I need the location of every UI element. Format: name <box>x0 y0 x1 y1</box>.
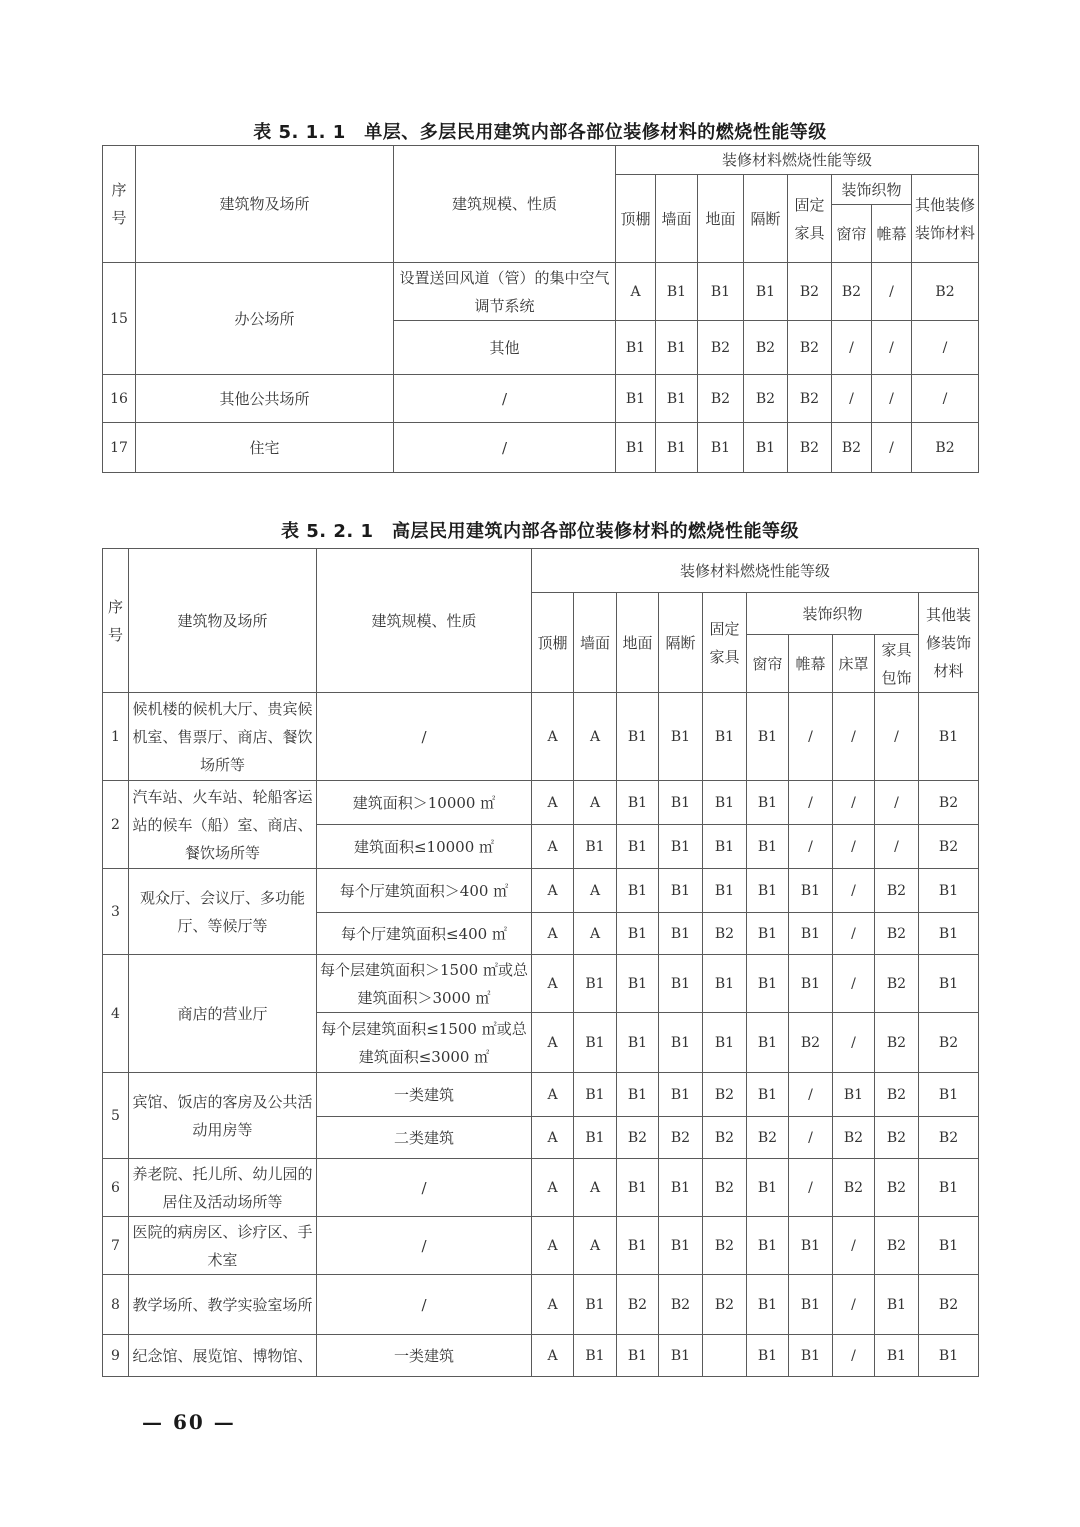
rating-cell: B2 <box>703 1159 747 1217</box>
rating-cell: B2 <box>875 1217 919 1275</box>
rating-cell: B1 <box>919 1335 979 1377</box>
rating-cell: A <box>532 693 574 781</box>
table-row <box>103 375 979 423</box>
row-scale: / <box>317 1275 532 1335</box>
rating-cell: / <box>872 321 912 375</box>
rating-cell: B1 <box>919 693 979 781</box>
rating-cell: B1 <box>656 375 698 423</box>
table-row <box>103 869 979 913</box>
rating-cell: B1 <box>789 869 833 913</box>
t1-header-wall: 墙面 <box>656 175 698 263</box>
rating-cell: B1 <box>574 1335 617 1377</box>
row-scale: / <box>317 693 532 781</box>
t1-header-group: 装修材料燃烧性能等级 <box>616 146 979 175</box>
rating-cell: / <box>912 321 979 375</box>
rating-cell: B1 <box>617 869 659 913</box>
t2-header-floor: 地面 <box>617 593 659 693</box>
rating-cell: / <box>875 781 919 825</box>
rating-cell: B1 <box>659 869 703 913</box>
row-scale: 建筑面积＞10000 ㎡ <box>317 781 532 825</box>
rating-cell: B2 <box>875 1013 919 1073</box>
rating-cell: B2 <box>912 263 979 321</box>
rating-cell: B2 <box>617 1275 659 1335</box>
rating-cell: A <box>574 781 617 825</box>
rating-cell: B2 <box>833 1117 875 1159</box>
rating-cell: / <box>833 869 875 913</box>
row-scale: / <box>317 1217 532 1275</box>
rating-cell: B1 <box>617 913 659 955</box>
t2-header-ceiling: 顶棚 <box>532 593 574 693</box>
table1 <box>102 145 979 473</box>
rating-cell: B1 <box>659 913 703 955</box>
rating-cell: B2 <box>788 375 832 423</box>
t2-header-upholstery: 家具包饰 <box>875 635 919 693</box>
rating-cell: B2 <box>875 1159 919 1217</box>
row-scale: 二类建筑 <box>317 1117 532 1159</box>
rating-cell: B1 <box>659 1335 703 1377</box>
rating-cell: B1 <box>789 1275 833 1335</box>
t1-header-partition: 隔断 <box>744 175 788 263</box>
rating-cell: / <box>789 1073 833 1117</box>
rating-cell: B2 <box>875 955 919 1013</box>
table-row <box>103 693 979 781</box>
rating-cell: B2 <box>788 423 832 473</box>
rating-cell: / <box>833 781 875 825</box>
row-scale: 每个层建筑面积≤1500 ㎡或总建筑面积≤3000 ㎡ <box>317 1013 532 1073</box>
rating-cell: B1 <box>574 1013 617 1073</box>
rating-cell: B2 <box>747 1117 789 1159</box>
rating-cell: / <box>789 693 833 781</box>
rating-cell: B1 <box>659 1013 703 1073</box>
rating-cell: B2 <box>789 1013 833 1073</box>
rating-cell: B1 <box>747 869 789 913</box>
rating-cell: B1 <box>789 955 833 1013</box>
rating-cell: B2 <box>875 1117 919 1159</box>
rating-cell: B1 <box>574 955 617 1013</box>
t2-header-site: 建筑物及场所 <box>129 549 317 693</box>
rating-cell: B1 <box>919 869 979 913</box>
rating-cell: B1 <box>574 1117 617 1159</box>
row-site: 养老院、托儿所、幼儿园的居住及活动场所等 <box>129 1159 317 1217</box>
rating-cell: B2 <box>919 1275 979 1335</box>
rating-cell: B1 <box>698 423 744 473</box>
rating-cell: A <box>574 1217 617 1275</box>
rating-cell: B1 <box>919 1217 979 1275</box>
rating-cell: B1 <box>616 321 656 375</box>
t1-header-floor: 地面 <box>698 175 744 263</box>
t1-header-site: 建筑物及场所 <box>136 146 394 263</box>
row-seq: 7 <box>103 1217 129 1275</box>
rating-cell: B1 <box>574 1275 617 1335</box>
rating-cell: B1 <box>747 1275 789 1335</box>
rating-cell: A <box>532 1335 574 1377</box>
rating-cell: B1 <box>617 1335 659 1377</box>
rating-cell: B1 <box>659 693 703 781</box>
rating-cell: / <box>833 693 875 781</box>
rating-cell: B1 <box>919 955 979 1013</box>
rating-cell: B1 <box>574 825 617 869</box>
rating-cell: B2 <box>919 825 979 869</box>
rating-cell: B2 <box>617 1117 659 1159</box>
rating-cell: B2 <box>919 781 979 825</box>
table-row <box>103 955 979 1013</box>
rating-cell: / <box>912 375 979 423</box>
row-seq: 6 <box>103 1159 129 1217</box>
rating-cell: B2 <box>698 375 744 423</box>
table-row <box>103 1073 979 1117</box>
row-scale: 设置送回风道（管）的集中空气调节系统 <box>394 263 616 321</box>
rating-cell: B1 <box>617 825 659 869</box>
rating-cell: / <box>833 955 875 1013</box>
rating-cell: B1 <box>747 1073 789 1117</box>
rating-cell: B1 <box>747 913 789 955</box>
rating-cell: B1 <box>659 1073 703 1117</box>
table-row <box>103 1335 979 1377</box>
rating-cell: B1 <box>617 693 659 781</box>
t1-header-curtain: 窗帘 <box>832 205 872 263</box>
rating-cell: B2 <box>744 375 788 423</box>
rating-cell: B2 <box>703 1275 747 1335</box>
row-scale: 一类建筑 <box>317 1335 532 1377</box>
rating-cell: B1 <box>875 1335 919 1377</box>
t1-header-other: 其他装修装饰材料 <box>912 175 979 263</box>
t2-header-scale: 建筑规模、性质 <box>317 549 532 693</box>
rating-cell: B1 <box>616 423 656 473</box>
rating-cell: A <box>532 913 574 955</box>
rating-cell: / <box>872 263 912 321</box>
rating-cell: / <box>872 375 912 423</box>
rating-cell: B2 <box>703 913 747 955</box>
rating-cell: A <box>574 693 617 781</box>
row-scale: / <box>317 1159 532 1217</box>
rating-cell: B1 <box>659 1217 703 1275</box>
rating-cell: B1 <box>656 321 698 375</box>
row-scale: / <box>394 423 616 473</box>
rating-cell: B1 <box>656 263 698 321</box>
row-seq: 8 <box>103 1275 129 1335</box>
rating-cell: B1 <box>789 1335 833 1377</box>
rating-cell: / <box>875 693 919 781</box>
t2-header-drape: 帷幕 <box>789 635 833 693</box>
row-seq: 9 <box>103 1335 129 1377</box>
row-scale: 一类建筑 <box>317 1073 532 1117</box>
rating-cell: B2 <box>919 1013 979 1073</box>
rating-cell: B1 <box>919 1159 979 1217</box>
t1-header-drape: 帷幕 <box>872 205 912 263</box>
t2-header-curtain: 窗帘 <box>747 635 789 693</box>
rating-cell: B1 <box>744 263 788 321</box>
row-site: 办公场所 <box>136 263 394 375</box>
t1-header-furniture: 固定家具 <box>788 175 832 263</box>
rating-cell: B1 <box>703 1013 747 1073</box>
rating-cell: B1 <box>617 1013 659 1073</box>
rating-cell: B1 <box>919 1073 979 1117</box>
rating-cell: / <box>833 1217 875 1275</box>
rating-cell: B1 <box>703 955 747 1013</box>
row-site: 教学场所、教学实验室场所 <box>129 1275 317 1335</box>
rating-cell: B1 <box>574 1073 617 1117</box>
rating-cell: B1 <box>617 955 659 1013</box>
row-site: 商店的营业厅 <box>129 955 317 1073</box>
rating-cell: B2 <box>875 913 919 955</box>
row-seq: 17 <box>103 423 136 473</box>
rating-cell: B1 <box>617 781 659 825</box>
rating-cell: / <box>833 825 875 869</box>
rating-cell: B1 <box>747 1217 789 1275</box>
row-seq: 5 <box>103 1073 129 1159</box>
row-site: 候机楼的候机大厅、贵宾候机室、售票厅、商店、餐饮场所等 <box>129 693 317 781</box>
rating-cell: B2 <box>833 1159 875 1217</box>
row-seq: 3 <box>103 869 129 955</box>
rating-cell: B2 <box>832 263 872 321</box>
t2-header-fabric: 装饰织物 <box>747 593 919 635</box>
rating-cell: B2 <box>703 1073 747 1117</box>
t2-header-wall: 墙面 <box>574 593 617 693</box>
rating-cell: B1 <box>747 1159 789 1217</box>
rating-cell: A <box>532 1159 574 1217</box>
row-scale: 每个厅建筑面积≤400 ㎡ <box>317 913 532 955</box>
row-scale: 建筑面积≤10000 ㎡ <box>317 825 532 869</box>
rating-cell: B1 <box>698 263 744 321</box>
row-seq: 15 <box>103 263 136 375</box>
rating-cell: B1 <box>747 1013 789 1073</box>
rating-cell: / <box>833 1335 875 1377</box>
rating-cell: B2 <box>912 423 979 473</box>
t1-header-ceiling: 顶棚 <box>616 175 656 263</box>
row-site: 宾馆、饭店的客房及公共活动用房等 <box>129 1073 317 1159</box>
rating-cell: B2 <box>788 321 832 375</box>
t2-header-furniture: 固定家具 <box>703 593 747 693</box>
rating-cell: B1 <box>703 869 747 913</box>
row-seq: 16 <box>103 375 136 423</box>
rating-cell: B1 <box>659 1159 703 1217</box>
row-scale: 每个厅建筑面积＞400 ㎡ <box>317 869 532 913</box>
rating-cell: B1 <box>919 913 979 955</box>
table-row <box>103 423 979 473</box>
rating-cell: B1 <box>747 693 789 781</box>
table-row <box>103 1217 979 1275</box>
rating-cell: A <box>532 869 574 913</box>
rating-cell: A <box>532 1013 574 1073</box>
rating-cell: B1 <box>747 781 789 825</box>
row-seq: 2 <box>103 781 129 869</box>
rating-cell: A <box>532 1117 574 1159</box>
rating-cell: B1 <box>703 825 747 869</box>
rating-cell: B1 <box>744 423 788 473</box>
t1-header-fabric: 装饰织物 <box>832 175 912 205</box>
row-site: 其他公共场所 <box>136 375 394 423</box>
rating-cell: B1 <box>875 1275 919 1335</box>
t2-header-group: 装修材料燃烧性能等级 <box>532 549 979 593</box>
rating-cell: / <box>875 825 919 869</box>
rating-cell: A <box>532 955 574 1013</box>
rating-cell: / <box>789 1159 833 1217</box>
rating-cell: B1 <box>659 825 703 869</box>
rating-cell: B2 <box>875 1073 919 1117</box>
row-site: 医院的病房区、诊疗区、手术室 <box>129 1217 317 1275</box>
row-scale: / <box>394 375 616 423</box>
table1-caption: 表 5. 1. 1 单层、多层民用建筑内部各部位装修材料的燃烧性能等级 <box>253 122 827 143</box>
rating-cell: / <box>872 423 912 473</box>
rating-cell: B1 <box>703 781 747 825</box>
table-row <box>103 1275 979 1335</box>
rating-cell: B2 <box>703 1217 747 1275</box>
rating-cell: B1 <box>703 693 747 781</box>
rating-cell: A <box>574 869 617 913</box>
rating-cell: / <box>832 375 872 423</box>
rating-cell: B1 <box>617 1217 659 1275</box>
page-number: — 60 — <box>142 1410 236 1434</box>
rating-cell <box>703 1335 747 1377</box>
rating-cell: B1 <box>747 955 789 1013</box>
t2-header-bedcover: 床罩 <box>833 635 875 693</box>
rating-cell: / <box>833 913 875 955</box>
rating-cell: B2 <box>659 1117 703 1159</box>
row-scale: 每个层建筑面积＞1500 ㎡或总建筑面积＞3000 ㎡ <box>317 955 532 1013</box>
rating-cell: B2 <box>698 321 744 375</box>
rating-cell: B1 <box>617 1073 659 1117</box>
rating-cell: A <box>616 263 656 321</box>
rating-cell: B2 <box>659 1275 703 1335</box>
rating-cell: A <box>574 1159 617 1217</box>
rating-cell: / <box>789 781 833 825</box>
rating-cell: A <box>532 825 574 869</box>
rating-cell: B1 <box>659 781 703 825</box>
rating-cell: A <box>532 1275 574 1335</box>
rating-cell: B2 <box>875 869 919 913</box>
t2-header-partition: 隔断 <box>659 593 703 693</box>
rating-cell: A <box>532 1217 574 1275</box>
rating-cell: A <box>532 781 574 825</box>
rating-cell: B2 <box>744 321 788 375</box>
rating-cell: B1 <box>747 825 789 869</box>
table2 <box>102 548 979 1377</box>
t1-header-seq: 序号 <box>103 146 136 263</box>
row-scale: 其他 <box>394 321 616 375</box>
row-seq: 4 <box>103 955 129 1073</box>
t1-header-scale: 建筑规模、性质 <box>394 146 616 263</box>
row-site: 汽车站、火车站、轮船客运站的候车（船）室、商店、餐饮场所等 <box>129 781 317 869</box>
table-row <box>103 263 979 321</box>
rating-cell: B1 <box>747 1335 789 1377</box>
t2-header-other: 其他装修装饰材料 <box>919 593 979 693</box>
table-row <box>103 781 979 825</box>
rating-cell: / <box>832 321 872 375</box>
table2-caption: 表 5. 2. 1 高层民用建筑内部各部位装修材料的燃烧性能等级 <box>280 521 800 542</box>
rating-cell: / <box>789 825 833 869</box>
rating-cell: B2 <box>832 423 872 473</box>
row-site: 观众厅、会议厅、多功能厅、等候厅等 <box>129 869 317 955</box>
rating-cell: A <box>532 1073 574 1117</box>
rating-cell: / <box>833 1275 875 1335</box>
rating-cell: B1 <box>656 423 698 473</box>
row-site: 住宅 <box>136 423 394 473</box>
rating-cell: B2 <box>788 263 832 321</box>
row-seq: 1 <box>103 693 129 781</box>
rating-cell: B2 <box>703 1117 747 1159</box>
rating-cell: / <box>833 1013 875 1073</box>
row-site: 纪念馆、展览馆、博物馆、 <box>129 1335 317 1377</box>
rating-cell: B1 <box>789 1217 833 1275</box>
rating-cell: / <box>789 1117 833 1159</box>
rating-cell: B1 <box>616 375 656 423</box>
rating-cell: B2 <box>919 1117 979 1159</box>
rating-cell: B1 <box>789 913 833 955</box>
rating-cell: B1 <box>659 955 703 1013</box>
rating-cell: A <box>574 913 617 955</box>
t2-header-seq: 序号 <box>103 549 129 693</box>
rating-cell: B1 <box>617 1159 659 1217</box>
rating-cell: B1 <box>833 1073 875 1117</box>
table-row <box>103 1159 979 1217</box>
